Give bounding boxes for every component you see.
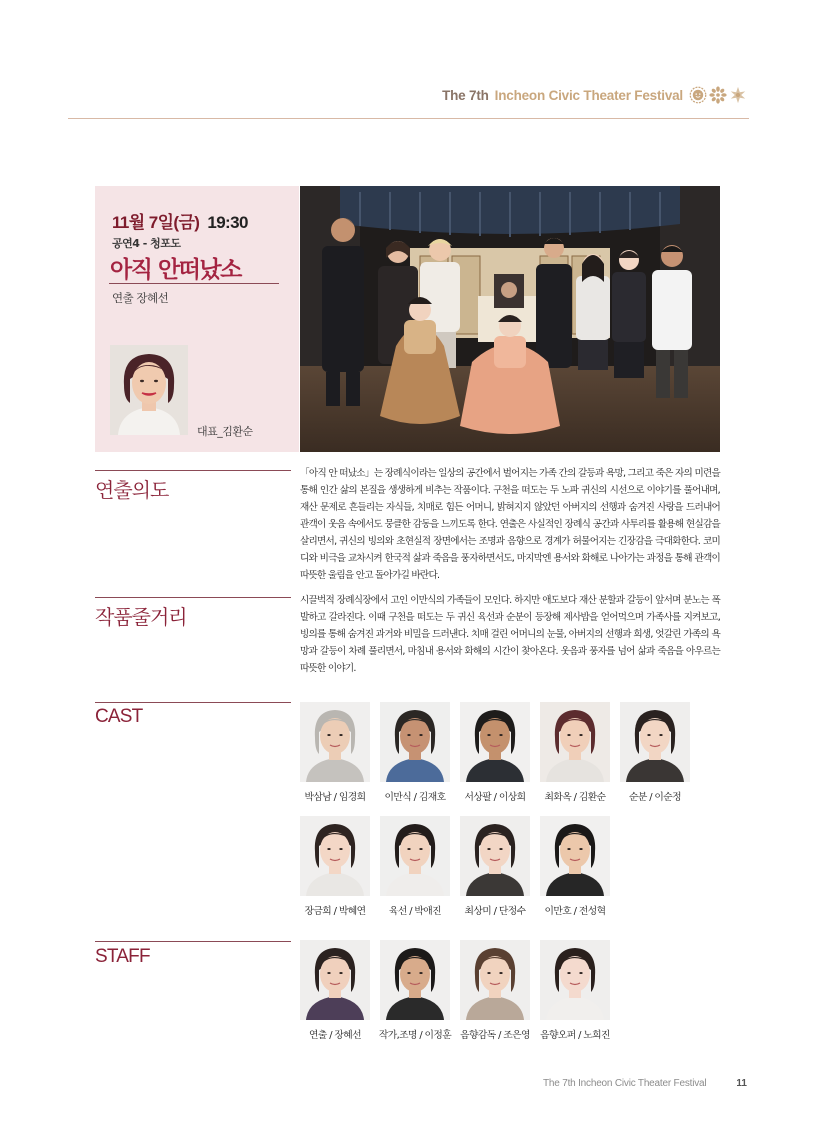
portrait-image (300, 816, 370, 896)
portrait-image (540, 702, 610, 782)
synopsis-section-title: 작품줄거리 (95, 605, 187, 629)
cast-photo (460, 816, 530, 896)
staff-section-title: STAFF (95, 946, 150, 967)
cast-name: 이만호 / 전성혁 (544, 906, 606, 917)
representative-photo (110, 345, 188, 435)
synopsis-paragraph: 시끌벅적 장례식장에서 고인 이만식의 가족들이 모인다. 하지만 애도보다 재산 분할과 갈등이 앞서며 분노는 폭발하고 갈라진다. 이때 구천을 떠도는 두 귀신 육선과 순분이 등장해 제사밥을 얻어먹으며 가족사를 지켜보고, 빙의를 통해 숨겨진 과거와 비밀을 드러낸다. 치매 걸린 어머니의 눈물, 아버지의 선행과 희생, 엇갈린 가족의 욕망과 갈등이 차례 풀리면서, 마침내 용서와 화해의 시간이 찾아온다. 웃음과 풍자를 넘어 삶과 죽음을 아우르는 따뜻한 이야기. (300, 595, 720, 674)
cast-name: 최화옥 / 김환순 (544, 792, 606, 803)
show-number: 공연4 - 청포도 (112, 237, 181, 250)
cast-member (540, 702, 610, 803)
performance-date (112, 208, 248, 233)
portrait-image (460, 816, 530, 896)
cast-name: 서상팔 / 이상희 (464, 792, 526, 803)
intent-paragraph: 「아직 안 떠났소」는 장례식이라는 일상의 공간에서 벌어지는 가족 간의 갈등과 욕망, 그리고 죽은 자의 미련을 통해 인간 삶의 본질을 생생하게 비추는 작품이다. 구천을 떠도는 두 노파 귀신의 시선으로 이야기를 풀어내며, 재산 문제로 흔들리는 자식들, 치매로 힘든 어머니, 밝혀지지 않았던 아버지의 선행과 숨겨진 사랑을 드러내어 관객이 웃음 속에서도 뭉클한 감동을 느끼도록 한다. 연출은 사실적인 장례식 공간과 사투리를 활용해 현실감을 살리면서, 귀신의 빙의와 초현실적 장면에서는 조명과 음향으로 경계가 허물어지는 긴장감을 극대화한다. 코미디와 비극을 교차시켜 한국적 삶과 죽음을 풍자하면서도, 마지막엔 용서와 화해로 나아가는 과정을 통해 관객이 따뜻한 울림을 안고 돌아가길 바란다. (300, 468, 720, 581)
date-text: 11월 7일(금) (112, 213, 200, 232)
star-flower-icon (729, 86, 747, 104)
staff-photo (380, 940, 450, 1020)
staff-name: 음향오퍼 / 노희진 (540, 1030, 610, 1041)
staff-name: 음향감독 / 조은영 (460, 1030, 530, 1041)
staff-photo (460, 940, 530, 1020)
portrait-image (380, 940, 450, 1020)
cast-name: 장금희 / 박혜연 (304, 906, 366, 917)
header-divider (68, 118, 749, 119)
header-title-part2: Incheon Civic Theater Festival (494, 87, 683, 103)
portrait-image (380, 816, 450, 896)
cast-photo (380, 816, 450, 896)
cast-member (380, 816, 450, 917)
footer-title: The 7th Incheon Civic Theater Festival (543, 1078, 707, 1089)
cast-name: 순분 / 이순정 (628, 792, 682, 803)
cast-photo (540, 816, 610, 896)
cast-photo (300, 816, 370, 896)
synopsis-section-rule (95, 597, 291, 598)
cast-name: 박삼남 / 임경희 (304, 792, 366, 803)
cast-member (460, 816, 530, 917)
intent-section-rule (95, 470, 291, 471)
cast-name: 최상미 / 단정수 (464, 906, 526, 917)
staff-section-rule (95, 941, 291, 942)
cast-photo (460, 702, 530, 782)
cast-name: 육선 / 박애진 (388, 906, 442, 917)
performance-time: 19:30 (207, 213, 248, 232)
portrait-image (540, 940, 610, 1020)
cast-name: 이만식 / 김재호 (384, 792, 446, 803)
cast-section-title: CAST (95, 706, 143, 727)
smile-flower-icon (689, 86, 707, 104)
cast-photo (300, 702, 370, 782)
cast-member (300, 816, 370, 917)
portrait-image (300, 940, 370, 1020)
cast-photo (540, 702, 610, 782)
staff-photo (540, 940, 610, 1020)
page-footer (543, 1078, 747, 1089)
cast-photo (620, 702, 690, 782)
director-credit: 연출 장혜선 (112, 291, 169, 305)
cast-member (540, 816, 610, 917)
play-title: 아직 안떠났소 (110, 257, 241, 283)
portrait-image (460, 940, 530, 1020)
staff-member (300, 940, 370, 1041)
page-number: 11 (736, 1078, 747, 1089)
portrait-image (300, 702, 370, 782)
stage-photo (300, 186, 720, 452)
staff-name: 작가,조명 / 이정훈 (378, 1030, 452, 1041)
staff-member (540, 940, 610, 1041)
representative-label: 대표_김환순 (197, 425, 253, 438)
staff-name: 연출 / 장혜선 (308, 1030, 362, 1041)
sun-flower-icon (709, 86, 727, 104)
cast-member (380, 702, 450, 803)
portrait-image (540, 816, 610, 896)
cast-member (460, 702, 530, 803)
title-underline (109, 283, 279, 284)
intent-section-title: 연출의도 (95, 478, 169, 502)
staff-member (378, 940, 452, 1041)
portrait-image (620, 702, 690, 782)
portrait-image (460, 702, 530, 782)
festival-logo-icons (689, 86, 747, 104)
staff-member (460, 940, 530, 1041)
cast-member (300, 702, 370, 803)
staff-photo (300, 940, 370, 1020)
cast-member (620, 702, 690, 803)
cast-section-rule (95, 702, 291, 703)
cast-photo (380, 702, 450, 782)
portrait-image (380, 702, 450, 782)
header-title-part1: The 7th (442, 87, 489, 103)
page-header (442, 86, 747, 104)
